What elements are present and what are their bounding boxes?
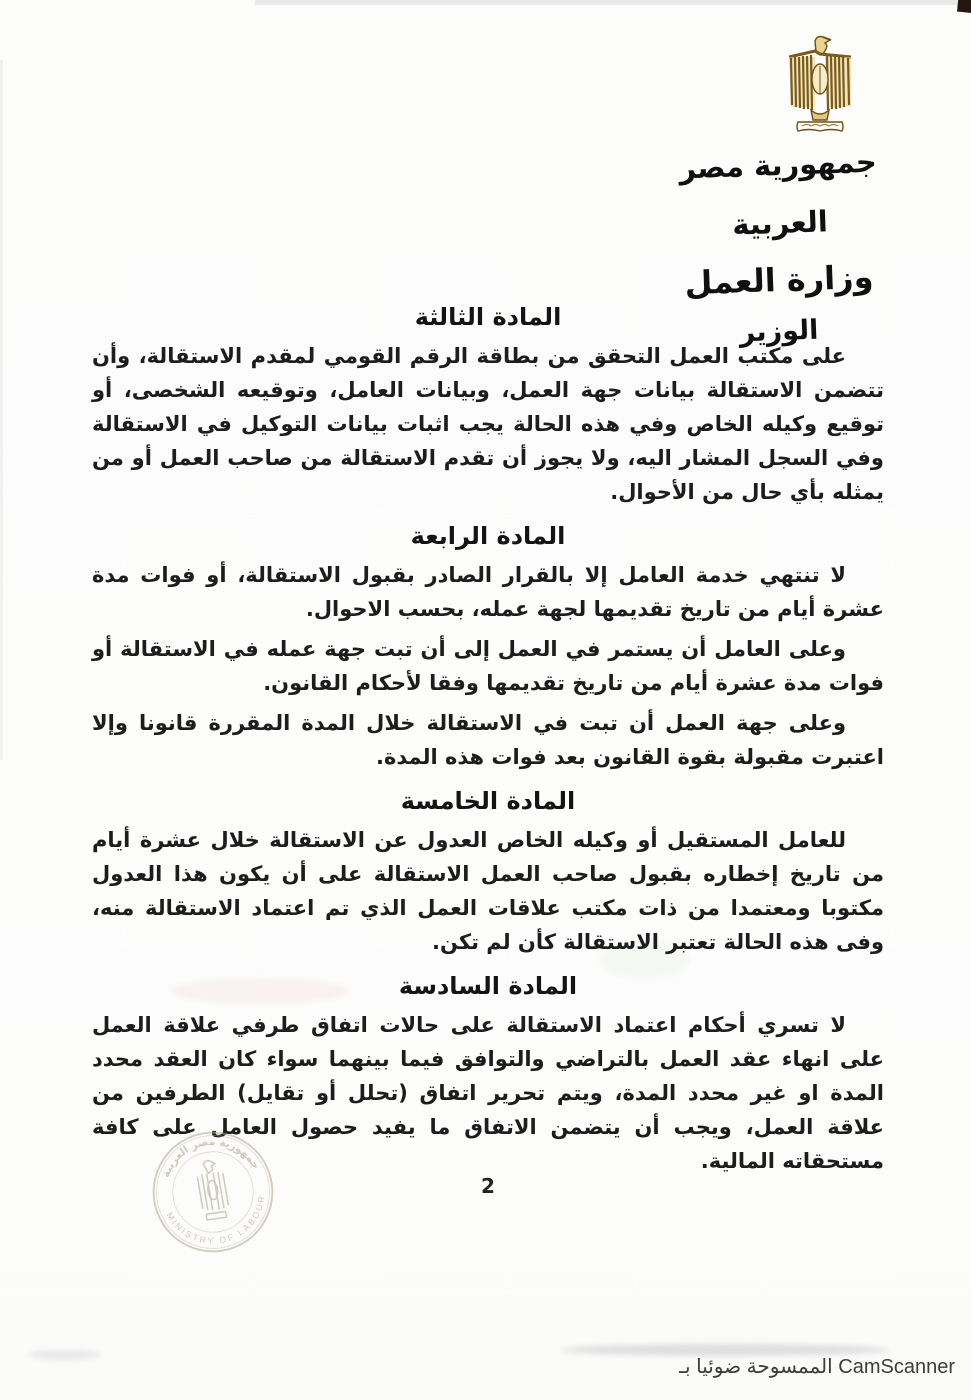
scan-edge-artifact-left bbox=[0, 60, 3, 760]
article-paragraph: للعامل المستقيل أو وكيله الخاص العدول عن الاستقالة خلال عشرة أيام من تاريخ إخطاره بقبول صاحب العمل الاستقالة على أن يكون هذا العدول مكتوبا ومعتمدا من ذات مكتب علاقات العمل الذي تم اعتماد الاستقالة منه، وفى هذه الحالة تعتبر الاستقالة كأن لم تكن. bbox=[92, 828, 884, 954]
article-paragraph: لا تسري أحكام اعتماد الاستقالة على حالات اتفاق طرفي علاقة العمل على انهاء عقد العمل بالتراضي والتوافق فيما بينهما سواء كان العقد محدد المدة او غير محدد المدة، ويتم تحرير اتفاق (تحلل أو تقايل) الطرفين من علاقة العمل، ويجب أن يتضمن الاتفاق ما يفيد حصول العامل على كافة مستحقاته المالية. bbox=[92, 1013, 884, 1173]
article-title: المادة الثالثة bbox=[414, 303, 562, 331]
article-title: المادة الخامسة bbox=[400, 787, 576, 815]
article-paragraph: لا تنتهي خدمة العامل إلا بالقرار الصادر بقبول الاستقالة، أو فوات مدة عشرة أيام من تاريخ تقديمها لجهة عمله، بحسب الاحوال. bbox=[92, 563, 884, 621]
article-paragraph: وعلى جهة العمل أن تبت في الاستقالة خلال المدة المقررة قانونا وإلا اعتبرت مقبولة بقوة القانون بعد فوات هذه المدة. bbox=[92, 711, 884, 769]
article-title: المادة الرابعة bbox=[410, 522, 566, 550]
egypt-eagle-icon bbox=[783, 33, 857, 133]
seal-bottom-text: MINISTRY OF LABOUR bbox=[164, 1193, 267, 1246]
article-title: المادة السادسة bbox=[398, 972, 578, 1000]
article-paragraph: وعلى العامل أن يستمر في العمل إلى أن تبت جهة عمله في الاستقالة أو فوات مدة عشرة أيام من تاريخ تقديمها وفقا لأحكام القانون. bbox=[92, 637, 884, 695]
page-number: 2 bbox=[481, 1174, 495, 1198]
country-name: جمهورية مصر العربية bbox=[678, 144, 878, 242]
scan-edge-artifact-top bbox=[255, 0, 959, 5]
article bbox=[92, 521, 884, 774]
seal-top-text: جمهورية مصر العربية bbox=[159, 1136, 263, 1180]
camscanner-watermark: الممسوحة ضوئيا بـ CamScanner bbox=[679, 1356, 955, 1378]
scan-corner-artifact bbox=[957, 0, 971, 13]
ministry-name: وزارة العمل bbox=[683, 257, 874, 303]
article-paragraph: على مكتب العمل التحقق من بطاقة الرقم القومي لمقدم الاستقالة، وأن تتضمن الاستقالة بيانات جهة العمل، وبيانات العامل، وتوقيعه الشخصى، أو توقيع وكيله الخاص وفي هذه الحالة يجب اثبات بيانات التوكيل في الاستقالة وفي السجل المشار اليه، ولا يجوز أن تقدم الاستقالة من صاحب العمل أو من يمثله بأي حال من الأحوال. bbox=[92, 344, 884, 504]
minister-title: الوزير bbox=[739, 314, 819, 349]
article bbox=[92, 302, 884, 509]
scan-smudge bbox=[28, 1350, 102, 1360]
document-body bbox=[92, 302, 884, 1184]
article bbox=[92, 786, 884, 959]
